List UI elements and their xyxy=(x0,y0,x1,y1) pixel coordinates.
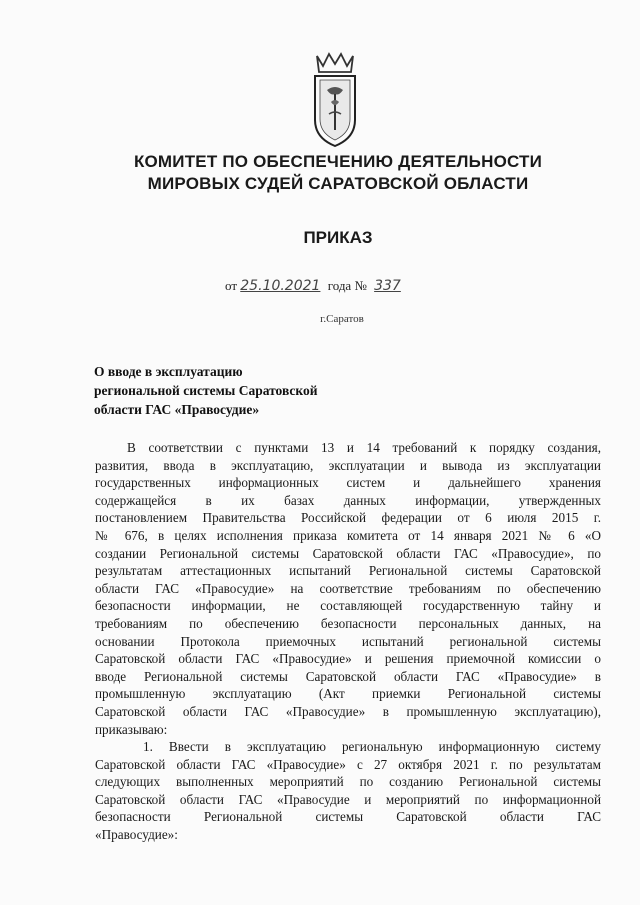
body-line: № 676, в целях исполнения приказа комитета от 14 января 2021 № 6 «О xyxy=(95,527,601,543)
list-item-1-line: 1. Ввести в эксплуатацию региональную информационную систему xyxy=(143,739,601,755)
body-line: промышленную эксплуатацию (Акт приемки Региональной системы xyxy=(95,686,601,702)
body-line: В соответствии с пунктами 13 и 14 требований к порядку создания, xyxy=(127,440,601,455)
date-number-line xyxy=(225,278,401,294)
subject-line: О вводе в эксплуатацию xyxy=(94,364,243,379)
body-line: основании Протокола приемочных испытаний региональной системы xyxy=(95,633,601,649)
organization-name-line2: МИРОВЫХ СУДЕЙ САРАТОВСКОЙ ОБЛАСТИ xyxy=(147,174,529,193)
order-body xyxy=(95,439,601,844)
body-line: приказываю: xyxy=(95,721,168,737)
body-line: Саратовской области ГАС «Правосудие и мероприятий по информационной xyxy=(95,791,601,807)
body-line: безопасности информации, не составляющей государственную тайну и xyxy=(95,598,601,614)
order-number: 337 xyxy=(374,278,401,294)
city: г.Саратов xyxy=(320,313,364,325)
date-prefix: от xyxy=(225,278,238,293)
body-line: вводе Региональной системы Саратовской области ГАС «Правосудие» в xyxy=(95,668,601,684)
body-line: создании Региональной системы Саратовской области ГАС «Правосудие», по xyxy=(95,545,601,561)
body-line: области ГАС «Правосудие» на соответствие требованиям по обеспечению xyxy=(95,580,601,596)
number-label: года № xyxy=(327,278,367,293)
body-line: следующих выполненных мероприятий по созданию Региональной системы xyxy=(95,774,601,790)
body-line: развития, ввода в эксплуатацию, эксплуатации и вывода из эксплуатации xyxy=(95,457,601,473)
body-line: Саратовской области ГАС «Правосудие» в промышленную эксплуатацию), xyxy=(95,703,601,719)
body-line: государственных информационных систем и дальнейшего хранения xyxy=(95,475,601,491)
body-line: содержащейся в их базах данных информации, утвержденных xyxy=(95,492,601,508)
body-line: Саратовской области ГАС «Правосудие» и решения приемочной комиссии о xyxy=(95,651,601,667)
body-line: требованиям по обеспечению безопасности персональных данных, на xyxy=(95,615,601,631)
body-line: «Правосудие»: xyxy=(95,827,178,843)
order-date: 25.10.2021 xyxy=(240,278,321,294)
organization-name-line1: КОМИТЕТ ПО ОБЕСПЕЧЕНИЮ ДЕЯТЕЛЬНОСТИ xyxy=(133,152,543,171)
document-type-title: ПРИКАЗ xyxy=(303,228,373,247)
body-line: безопасности Региональной системы Саратовской области ГАС xyxy=(95,809,601,825)
body-line: Саратовской области ГАС «Правосудие» с 27 октября 2021 г. по результатам xyxy=(95,756,601,772)
body-line: постановлением Правительства Российской федерации от 6 июля 2015 г. xyxy=(95,510,601,526)
coat-of-arms-icon xyxy=(305,50,365,150)
subject-line: региональной системы Саратовской xyxy=(94,383,318,398)
subject-line: области ГАС «Правосудие» xyxy=(94,402,260,417)
order-subject xyxy=(94,362,318,419)
body-line: результатам аттестационных испытаний Региональной системы Саратовской xyxy=(95,563,601,579)
